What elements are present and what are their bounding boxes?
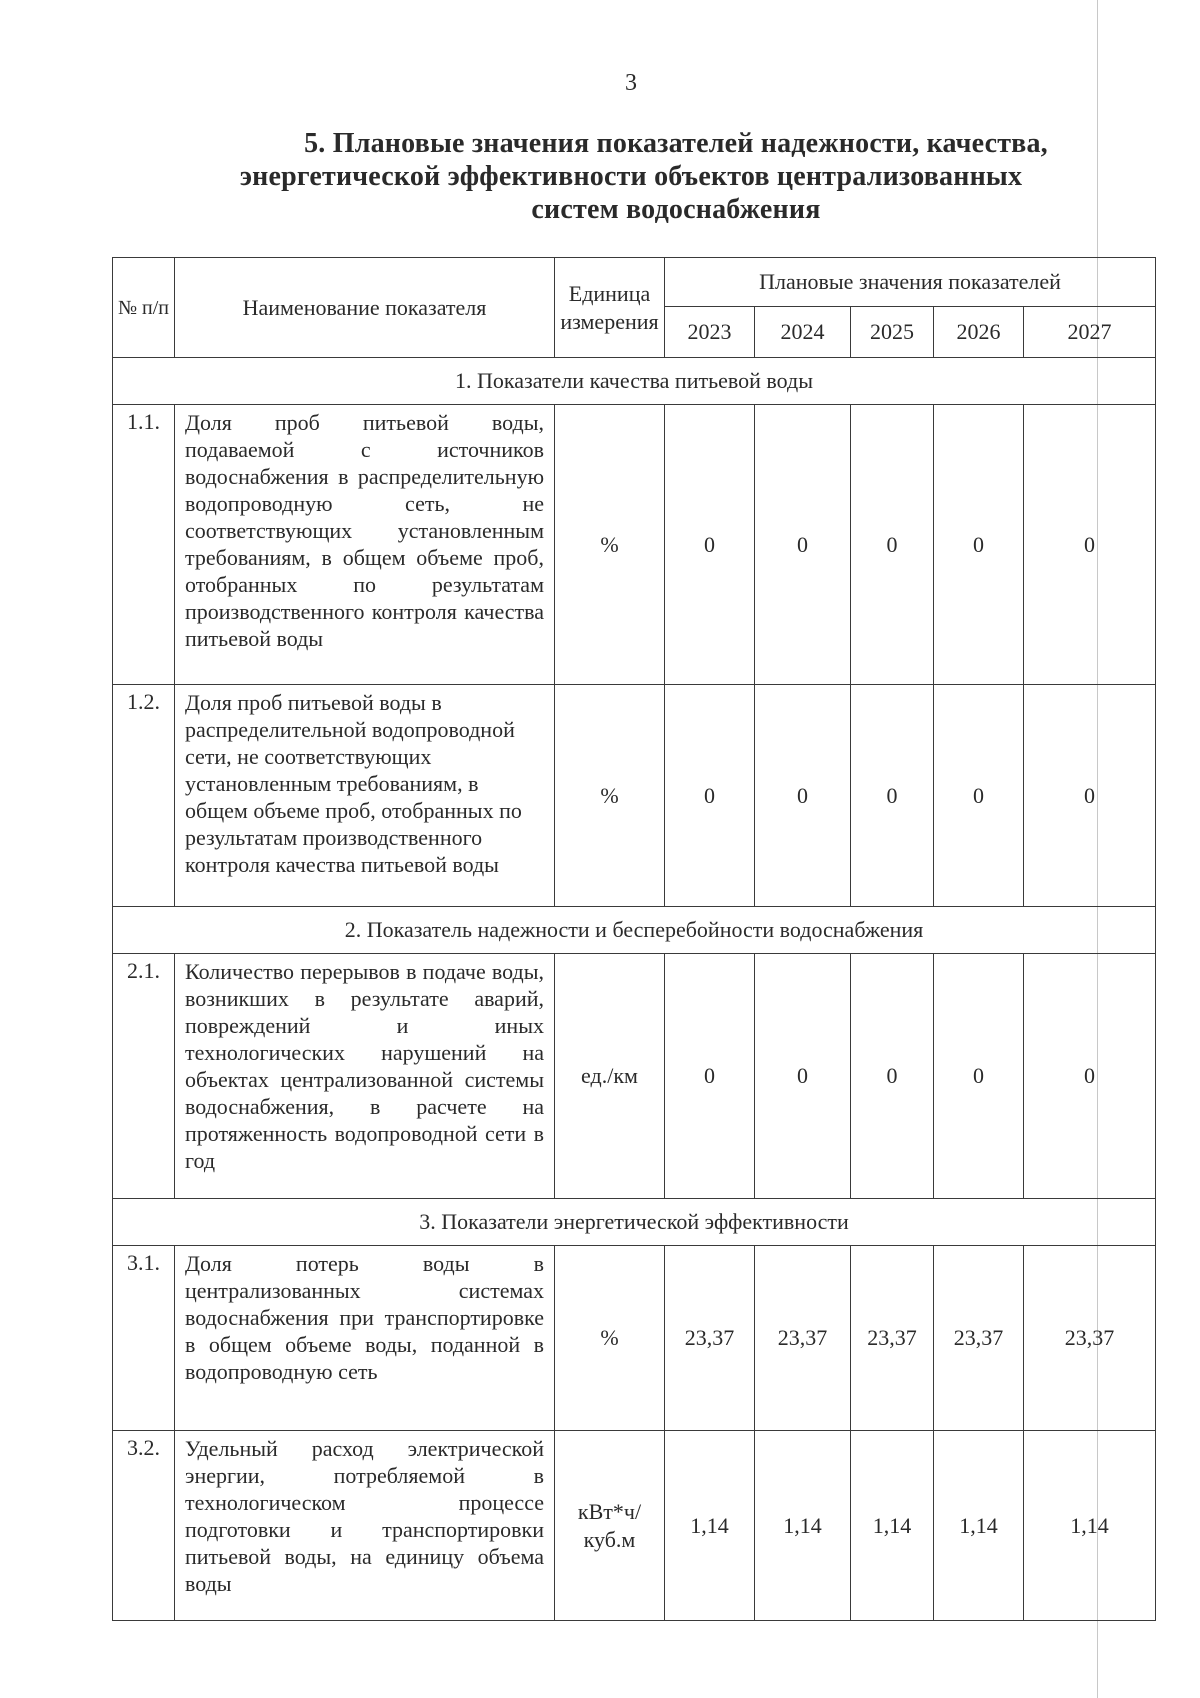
indicator-name: Доля проб питьевой воды, подаваемой с источников водоснабжения в распределительную водопроводную сеть, не соответствующих установленным требованиям, в общем объеме проб, отобранных по результатам производственного контроля качества питьевой воды bbox=[175, 405, 555, 685]
table-row bbox=[113, 1246, 1156, 1431]
indicator-name: Доля проб питьевой воды в распределительной водопроводной сети, не соответствующих установленным требованиям, в общем объеме проб, отобранных по результатам производственного контроля качества питьевой воды bbox=[175, 685, 555, 907]
header-year: 2025 bbox=[851, 307, 934, 358]
header-year: 2024 bbox=[755, 307, 851, 358]
row-number: 3.1. bbox=[113, 1246, 175, 1431]
title-line-1: 5. Плановые значения показателей надежности, качества, bbox=[304, 128, 1048, 159]
header-year: 2023 bbox=[665, 307, 755, 358]
table-row bbox=[113, 685, 1156, 907]
value-cell: 0 bbox=[755, 954, 851, 1199]
section-row bbox=[113, 358, 1156, 405]
row-number: 1.2. bbox=[113, 685, 175, 907]
section-row bbox=[113, 907, 1156, 954]
value-cell: 0 bbox=[755, 685, 851, 907]
value-cell: 0 bbox=[934, 685, 1024, 907]
value-cell: 23,37 bbox=[665, 1246, 755, 1431]
row-number: 2.1. bbox=[113, 954, 175, 1199]
section-title: 1. Показатели качества питьевой воды bbox=[113, 358, 1156, 405]
header-year: 2026 bbox=[934, 307, 1024, 358]
header-number: № п/п bbox=[113, 258, 175, 358]
value-cell: 0 bbox=[934, 405, 1024, 685]
table-row bbox=[113, 1431, 1156, 1621]
value-cell: 0 bbox=[665, 685, 755, 907]
indicator-name: Количество перерывов в подаче воды, возникших в результате аварий, повреждений и иных технологических нарушений на объектах централизованной системы водоснабжения, в расчете на протяженность водопроводной сети в год bbox=[175, 954, 555, 1199]
value-cell: 0 bbox=[665, 954, 755, 1199]
value-cell: 0 bbox=[665, 405, 755, 685]
header-unit: Единица измерения bbox=[555, 258, 665, 358]
header-name: Наименование показателя bbox=[175, 258, 555, 358]
row-number: 3.2. bbox=[113, 1431, 175, 1621]
value-cell: 0 bbox=[1024, 954, 1156, 1199]
section-row bbox=[113, 1199, 1156, 1246]
value-cell: 0 bbox=[851, 954, 934, 1199]
value-cell: 1,14 bbox=[665, 1431, 755, 1621]
value-cell: 0 bbox=[851, 685, 934, 907]
value-cell: 0 bbox=[755, 405, 851, 685]
value-cell: 1,14 bbox=[851, 1431, 934, 1621]
title-line-2: энергетической эффективности объектов централизованных bbox=[239, 161, 1023, 192]
value-cell: 23,37 bbox=[755, 1246, 851, 1431]
unit-cell: % bbox=[555, 685, 665, 907]
section-title: 3. Показатели энергетической эффективности bbox=[113, 1199, 1156, 1246]
header-plan-values: Плановые значения показателей bbox=[665, 258, 1156, 307]
header-year: 2027 bbox=[1024, 307, 1156, 358]
section-title: 2. Показатель надежности и бесперебойности водоснабжения bbox=[113, 907, 1156, 954]
page-number: 3 bbox=[625, 70, 637, 96]
value-cell: 23,37 bbox=[851, 1246, 934, 1431]
table-row bbox=[113, 954, 1156, 1199]
value-cell: 23,37 bbox=[934, 1246, 1024, 1431]
value-cell: 0 bbox=[851, 405, 934, 685]
value-cell: 0 bbox=[934, 954, 1024, 1199]
unit-cell: % bbox=[555, 1246, 665, 1431]
table-row bbox=[113, 405, 1156, 685]
value-cell: 1,14 bbox=[755, 1431, 851, 1621]
indicator-name: Доля потерь воды в централизованных системах водоснабжения при транспортировке в общем объеме воды, поданной в водопроводную сеть bbox=[175, 1246, 555, 1431]
value-cell: 1,14 bbox=[1024, 1431, 1156, 1621]
indicators-table bbox=[112, 257, 1156, 1621]
unit-cell: ед./км bbox=[555, 954, 665, 1199]
unit-cell: кВт*ч/ куб.м bbox=[555, 1431, 665, 1621]
title-line-3: систем водоснабжения bbox=[531, 194, 821, 225]
row-number: 1.1. bbox=[113, 405, 175, 685]
header-row bbox=[113, 258, 1156, 307]
value-cell: 1,14 bbox=[934, 1431, 1024, 1621]
value-cell: 0 bbox=[1024, 405, 1156, 685]
value-cell: 0 bbox=[1024, 685, 1156, 907]
indicator-name: Удельный расход электрической энергии, потребляемой в технологическом процессе подготовки и транспортировки питьевой воды, на единицу объема воды bbox=[175, 1431, 555, 1621]
document-title bbox=[200, 127, 1062, 226]
value-cell: 23,37 bbox=[1024, 1246, 1156, 1431]
unit-cell: % bbox=[555, 405, 665, 685]
